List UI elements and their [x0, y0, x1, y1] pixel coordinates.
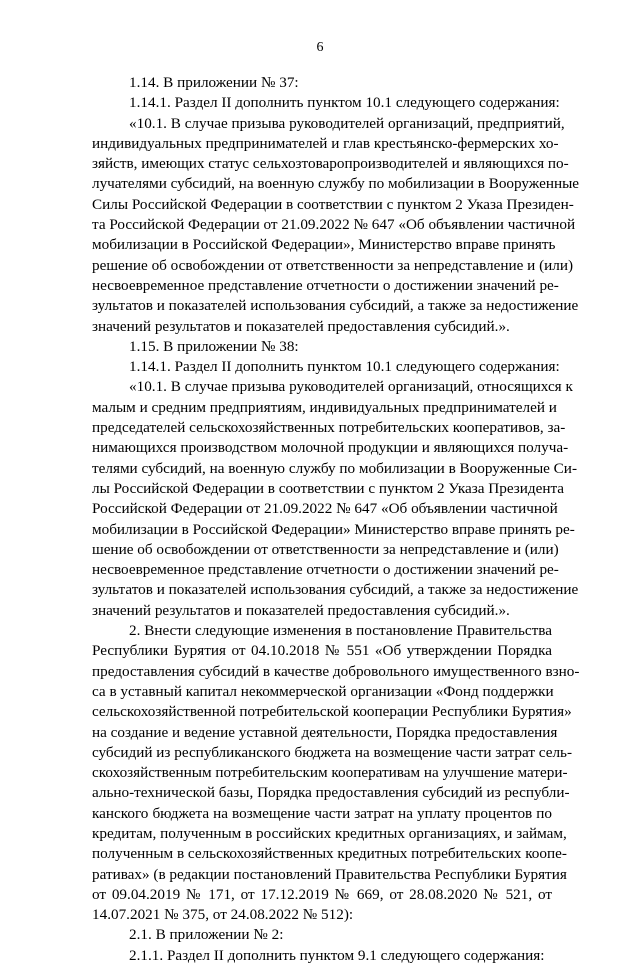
- text-line: на создание и ведение уставной деятельности, Порядка предоставления: [92, 723, 558, 741]
- text-line: 14.07.2021 № 375, от 24.08.2022 № 512):: [92, 906, 354, 924]
- text-line: «10.1. В случае призыва руководителей организаций, относящихся к: [129, 378, 573, 396]
- text-line: шение об освобождении от ответственности за непредставление и (или): [92, 540, 559, 558]
- text-line: 1.14. В приложении № 37:: [129, 74, 299, 91]
- text-line: са в уставный капитал некоммерческой организации «Фонд поддержки: [92, 682, 554, 700]
- text-line: от 09.04.2019 № 171, от 17.12.2019 № 669, от 28.08.2020 № 521, от: [92, 885, 552, 903]
- text-line: мобилизации в Российской Федерации», Министерство вправе принять: [92, 236, 556, 254]
- text-line: скохозяйственным потребительским кооперативам на улучшение матери-: [92, 764, 568, 782]
- text-line: председателей сельскохозяйственных потребительских кооперативов, за-: [92, 419, 566, 437]
- text-line: кредитам, полученным в российских кредитных организациях, и займам,: [92, 824, 567, 842]
- text-line: Силы Российской Федерации в соответствии с пунктом 2 Указа Президен-: [92, 195, 574, 213]
- text-line: 2.1.1. Раздел II дополнить пунктом 9.1 следующего содержания:: [129, 946, 545, 964]
- text-line: канского бюджета на возмещение части затрат на уплату процентов по: [92, 804, 552, 822]
- text-line: субсидий из республиканского бюджета на возмещение части затрат сель-: [92, 743, 573, 761]
- text-line: Республики Бурятия от 04.10.2018 № 551 «Об утверждении Порядка: [92, 642, 552, 660]
- text-line: полученным в сельскохозяйственных кредитных потребительских коопе-: [92, 845, 567, 863]
- text-line: «10.1. В случае призыва руководителей организаций, предприятий,: [129, 114, 565, 132]
- text-line: сельскохозяйственной потребительской кооперации Республики Бурятия»: [92, 703, 572, 721]
- text-line: ративах» (в редакции постановлений Правительства Республики Бурятия: [92, 865, 567, 883]
- page-number: 6: [316, 40, 324, 55]
- text-line: телями субсидий, на военную службу по мобилизации в Вооруженные Си-: [92, 459, 577, 477]
- text-line: предоставления субсидий в качестве добровольного имущественного взно-: [92, 662, 580, 680]
- text-line: индивидуальных предпринимателей и глав крестьянско-фермерских хо-: [92, 134, 559, 152]
- text-line: 2. Внести следующие изменения в постановление Правительства: [129, 622, 552, 640]
- text-line: несвоевременное представление отчетности о достижении значений ре-: [92, 561, 559, 579]
- text-line: 2.1. В приложении № 2:: [129, 926, 284, 944]
- text-line: лучателями субсидий, на военную службу по мобилизации в Вооруженные: [92, 175, 580, 193]
- text-line: 1.14.1. Раздел II дополнить пунктом 10.1 следующего содержания:: [129, 358, 560, 376]
- text-line: значений результатов и показателей предоставления субсидий.».: [92, 601, 510, 619]
- text-line: Российской Федерации от 21.09.2022 № 647 «Об объявлении частичной: [92, 500, 558, 518]
- document-body: [92, 73, 580, 966]
- text-line: 1.15. В приложении № 38:: [129, 337, 299, 355]
- text-line: лы Российской Федерации в соответствии с пунктом 2 Указа Президента: [92, 479, 565, 497]
- text-line: 1.14.1. Раздел II дополнить пунктом 10.1 следующего содержания:: [129, 94, 560, 112]
- text-line: та Российской Федерации от 21.09.2022 № 647 «Об объявлении частичной: [92, 216, 576, 234]
- text-line: малым и средним предприятиям, индивидуальных предпринимателей и: [92, 398, 557, 416]
- text-line: решение об освобождении от ответственности за непредставление и (или): [92, 256, 574, 274]
- text-line: зультатов и показателей использования субсидий, а также за недостижение: [92, 581, 579, 599]
- text-line: ально-технической базы, Порядка предоставления субсидий из республи-: [92, 784, 570, 802]
- text-line: несвоевременное представление отчетности о достижении значений ре-: [92, 276, 559, 294]
- text-line: значений результатов и показателей предоставления субсидий.».: [92, 317, 510, 335]
- text-line: мобилизации в Российской Федерации» Министерство вправе принять ре-: [92, 520, 575, 538]
- text-line: зультатов и показателей использования субсидий, а также за недостижение: [92, 297, 579, 315]
- text-line: нимающихся производством молочной продукции и являющихся получа-: [92, 439, 569, 457]
- text-line: зяйств, имеющих статус сельхозтоваропроизводителей и являющихся по-: [92, 155, 569, 173]
